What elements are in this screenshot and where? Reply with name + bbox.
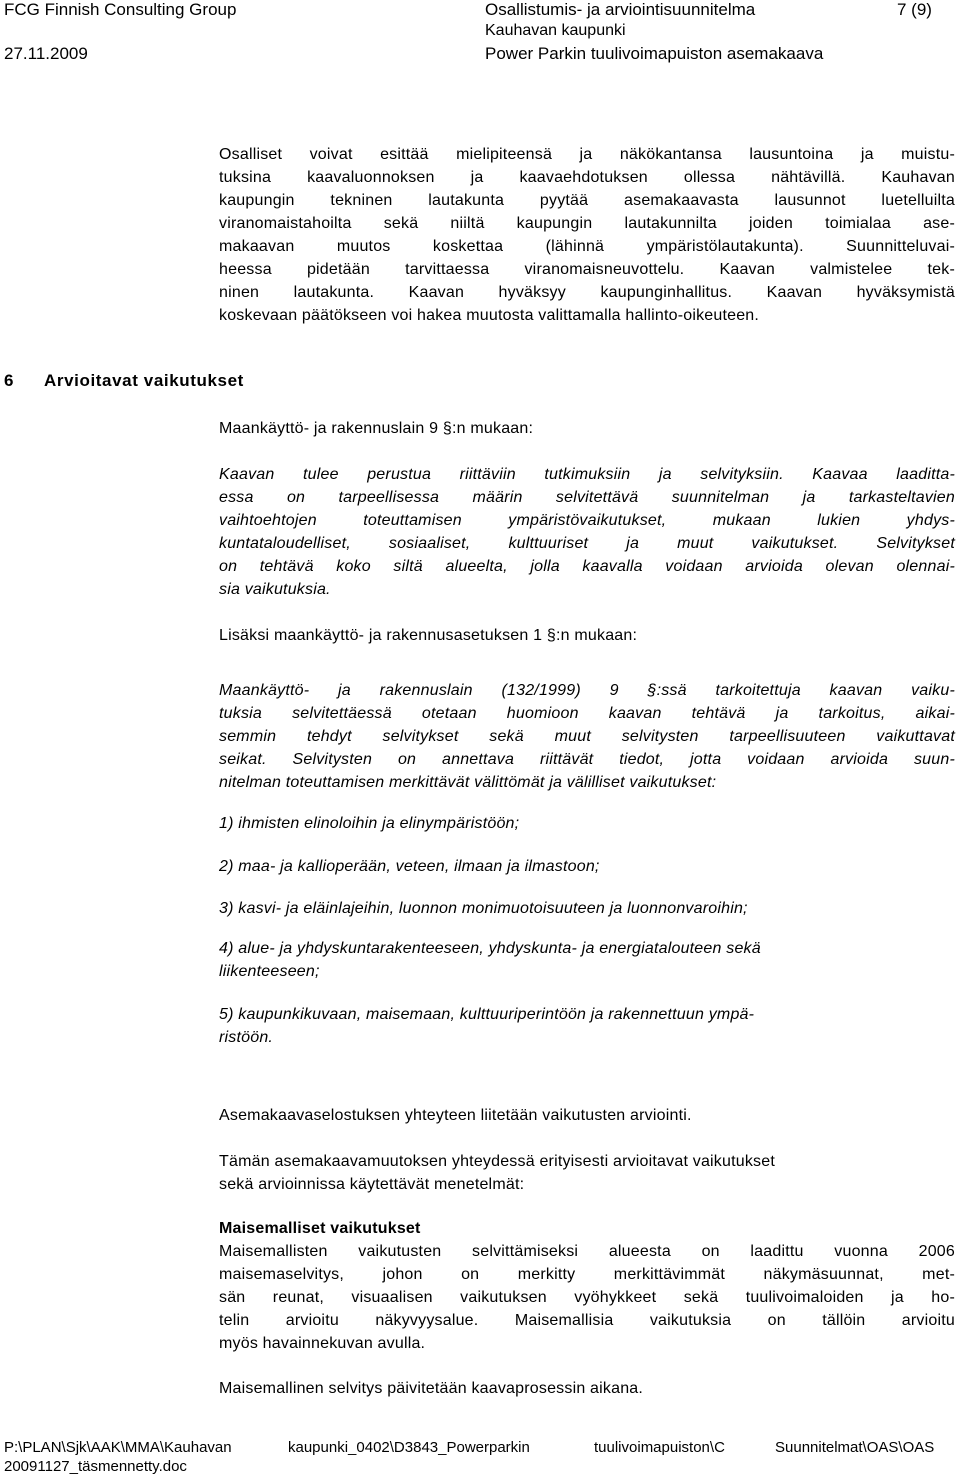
header-doc-type: Osallistumis- ja arviointisuunnitelma (485, 0, 756, 19)
text-line: kaupungin tekninen lautakunta pyytää asemakaavasta lausunnot luetelluilta (219, 192, 955, 209)
impact-item: 3) kasvi- ja eläinlajeihin, luonnon monimuotoisuuteen ja luonnonvaroihin; (219, 900, 748, 917)
text-line: on tehtävä koko siltä alueelta, jolla kaavalla voidaan arvioida olevan olennai- (219, 558, 955, 575)
text-line: vaihtoehtojen toteuttamisen ympäristövaikutukset, mukaan lukien yhdys- (219, 512, 955, 529)
mra-quote (219, 679, 955, 794)
text-line: telin arvioitu näkyvyysalue. Maisemallisia vaikutuksia on tällöin arvioitu (219, 1312, 955, 1329)
text-line: viranomaistahoilta sekä niiltä kaupungin lautakunnilta joiden toimialaa ase- (219, 215, 955, 232)
impact-item: 2) maa- ja kallioperään, veteen, ilmaan ja ilmastoon; (219, 858, 600, 875)
header-municipality: Kauhavan kaupunki (485, 22, 626, 39)
text-line: koskevaan päätökseen voi hakea muutosta valittamalla hallinto-oikeuteen. (219, 307, 760, 324)
text-line: nitelman toteuttamisen merkittävät välittömät ja välilliset vaikutukset: (219, 774, 717, 791)
footer-path-part: Suunnitelmat\OAS\OAS (775, 1439, 935, 1456)
footer-filename: 20091127_täsmennetty.doc (4, 1458, 187, 1475)
landscape-paragraph (219, 1240, 955, 1355)
text-line: sän reunat, visuaalisen vaikutuksen vyöhykkeet sekä tuulivoimaloiden ja ho- (219, 1289, 955, 1306)
text-line: Maisemallisten vaikutusten selvittämiseksi alueesta on laadittu vuonna 2006 (219, 1243, 955, 1260)
section-title: Arvioitavat vaikutukset (44, 371, 244, 390)
landscape-update-note: Maisemallinen selvitys päivitetään kaavaprosessin aikana. (219, 1380, 644, 1397)
header-company: FCG Finnish Consulting Group (4, 0, 237, 19)
text-line: tuksia selvitettäessä otetaan huomioon kaavan tehtävä ja tarkoitus, aikai- (219, 705, 955, 722)
text-line: Osalliset voivat esittää mielipiteensä ja näkökantansa lausuntoina ja muistu- (219, 146, 955, 163)
header-page-number: 7 (9) (897, 0, 932, 19)
methods-paragraph: Tämän asemakaavamuutoksen yhteydessä erityisesti arvioitavat vaikutukset sekä arvioinnissa käytettävät menetelmät: (219, 1153, 775, 1193)
text-line: maisemaselvitys, johon on merkitty merkittävimmät näkymäsuunnat, met- (219, 1266, 955, 1283)
text-line: ninen lautakunta. Kaavan hyväksyy kaupunginhallitus. Kaavan hyväksymistä (219, 284, 955, 301)
footer-path-part: tuulivoimapuiston\C (594, 1439, 725, 1456)
footer-path-part: kaupunki_0402\D3843_Powerparkin (288, 1439, 530, 1456)
landscape-heading: Maisemalliset vaikutukset (219, 1220, 421, 1237)
text-line: essa on tarpeellisessa määrin selvitettävä suunnitelman ja tarkasteltavien (219, 489, 955, 506)
text-line: tuksina kaavaluonnoksen ja kaavaehdotuksen ollessa nähtävillä. Kauhavan (219, 169, 955, 186)
impact-item: 1) ihmisten elinoloihin ja elinympäristöön; (219, 815, 520, 832)
text-line: myös havainnekuvan avulla. (219, 1335, 426, 1352)
header-date: 27.11.2009 (4, 44, 88, 63)
mrl-reference: Maankäyttö- ja rakennuslain 9 §:n mukaan: (219, 420, 534, 437)
section-number: 6 (4, 371, 15, 390)
text-line: sia vaikutuksia. (219, 581, 331, 598)
footer-path-part: P:\PLAN\Sjk\AAK\MMA\Kauhavan (4, 1439, 232, 1456)
text-line: Kaavan tulee perustua riittäviin tutkimuksiin ja selvityksiin. Kaavaa laaditta- (219, 466, 955, 483)
mra-reference: Lisäksi maankäyttö- ja rakennusasetuksen 1 §:n mukaan: (219, 627, 638, 644)
intro-paragraph (219, 143, 955, 327)
text-line: makaavan muutos koskettaa (lähinnä ympäristölautakunta). Suunnitteluvai- (219, 238, 955, 255)
text-line: semmin tehdyt selvitykset sekä muut selvitysten tarpeellisuuteen vaikuttavat (219, 728, 955, 745)
assessment-note: Asemakaavaselostuksen yhteyteen liitetään vaikutusten arviointi. (219, 1107, 692, 1124)
text-line: seikat. Selvitysten on annettava riittävät tiedot, jotta voidaan arvioida suun- (219, 751, 955, 768)
header-plan-name: Power Parkin tuulivoimapuiston asemakaava (485, 44, 824, 63)
impact-item: 4) alue- ja yhdyskuntarakenteeseen, yhdyskunta- ja energiatalouteen sekä liikenteeseen; (219, 940, 761, 980)
text-line: kuntataloudelliset, sosiaaliset, kulttuuriset ja muut vaikutukset. Selvitykset (219, 535, 955, 552)
mrl-quote (219, 463, 955, 601)
text-line: Maankäyttö- ja rakennuslain (132/1999) 9 §:ssä tarkoitettuja kaavan vaiku- (219, 682, 955, 699)
impact-item: 5) kaupunkikuvaan, maisemaan, kulttuuriperintöön ja rakennettuun ympä- ristöön. (219, 1006, 755, 1046)
text-line: heessa pidetään tarvittaessa viranomaisneuvottelu. Kaavan valmistelee tek- (219, 261, 955, 278)
